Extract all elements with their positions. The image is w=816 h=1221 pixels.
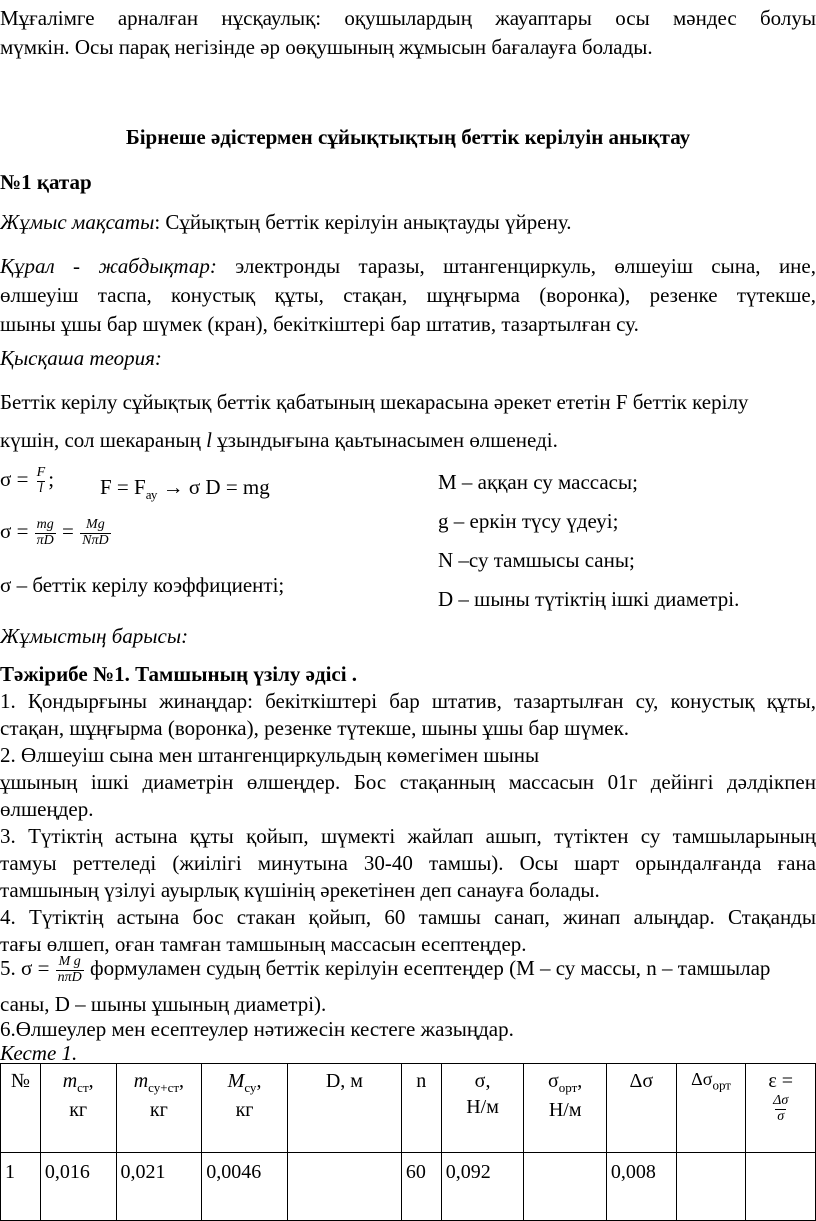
results-table	[0, 1063, 816, 1221]
header-subscript: су+ст	[148, 1080, 180, 1095]
sigma-equals: 5. σ =	[0, 956, 50, 980]
equals-sign: =	[62, 519, 74, 543]
equipment-line-3: шыны ұшы бар шүмек (кран), бекіткіштері бар штатив, тазартылған су.	[0, 312, 639, 336]
cell-m-su-st: 0,021	[116, 1153, 202, 1221]
fraction-Mg-over-npiD	[56, 955, 84, 985]
header-symbol: Δσ	[691, 1069, 713, 1089]
step-3-line-1: 3. Түтіктің астына құты қойып, шүмекті жайлап ашып, түтіктен су тамшыларының	[0, 824, 816, 848]
legend-item-mass: M – аққан су массасы;	[438, 470, 638, 494]
header-unit: Н/м	[466, 1096, 499, 1118]
sigma-definition: σ – беттік керілу коэффициенті;	[0, 573, 285, 597]
header-sigma-avg: $\sigma_{орт}$, Н/м	[524, 1064, 607, 1153]
header-delta-sigma	[606, 1064, 676, 1153]
header-subscript: ст	[77, 1080, 89, 1095]
fraction-numerator: mg	[36, 517, 54, 532]
step-2-line-2: ұшының ішкі диаметрін өлшеңдер. Бос стақанның массасын 01г дейінгі дәлдікпен	[0, 770, 816, 794]
header-sigma	[441, 1064, 524, 1153]
theory-text-2a: күшін, сол шекараның	[0, 428, 207, 452]
cell-number: 1	[1, 1153, 41, 1221]
step-2-line-3: өлшеңдер.	[0, 797, 94, 821]
fraction-epsilon	[771, 1094, 790, 1124]
experiment-title: Тәжірибе №1. Тамшының үзілу әдісі .	[0, 662, 358, 686]
semicolon: ;	[48, 467, 55, 491]
cell-epsilon	[746, 1153, 816, 1221]
progress-label: Жұмыстың барысы:	[0, 624, 189, 648]
equipment-label: Құрал - жабдықтар:	[0, 254, 217, 278]
step-4-line-1: 4. Түтіктің астына бос стакан қойып, 60 тамшы санап, жинап алыңдар. Стақанды	[0, 905, 816, 929]
instruction-line-2: мүмкін. Осы парақ негізінде әр оөқушының жұмысын бағалауға болады.	[0, 35, 653, 59]
step-5-text: формуламен судың беттік керілуін есептеңдер (М – су массы, n – тамшылар	[84, 956, 771, 980]
header-symbol: m	[62, 1070, 78, 1092]
step-1-line-2: стақан, шұңғырма (воронка), резенке түтекше, шыны ұшы бар шүмек.	[0, 716, 630, 740]
header-text: ε =	[768, 1070, 794, 1092]
legend-item-g: g – еркін түсу үдеуі;	[438, 509, 619, 533]
fraction-denominator: σ	[777, 1108, 785, 1124]
legend-item-d: D – шыны түтіктің ішкі диаметрі.	[438, 587, 740, 611]
fraction-denominator: NπD	[82, 532, 109, 548]
header-subscript: су	[244, 1080, 257, 1095]
header-unit: кг	[149, 1098, 168, 1121]
header-epsilon	[746, 1064, 816, 1153]
step-3-line-3: тамшының үзілуі ауырлық күшінің әрекетінен деп санауға болады.	[0, 878, 600, 902]
header-symbol: m	[133, 1070, 149, 1092]
theory-text-2b: ұзындығына қаьтынасымен өлшенеді.	[211, 428, 558, 452]
formula-sigma-mg	[0, 518, 112, 548]
header-M-su: $M_{су}$, кг	[202, 1064, 288, 1153]
instruction-line-1: Мұғалімге арналған нұсқаулық: оқушылардың жауаптары осы мәндес болуы	[0, 6, 816, 30]
cell-delta-sigma-avg	[676, 1153, 746, 1221]
theory-line-1: Беттік керілу сұйықтық беттік қабатының шекарасына әрекет ететін F беттік керілу	[0, 390, 749, 414]
cell-sigma-avg	[524, 1153, 607, 1221]
header-m-su-st: $m_{су+ст}$, кг	[116, 1064, 202, 1153]
fraction-numerator: M g	[58, 954, 81, 969]
sigma-equals: σ =	[0, 467, 29, 491]
equipment-line-2: өлшеуіш таспа, конустық құты, стақан, шұңғырма (воронка), резенке түтекше,	[0, 283, 816, 307]
cell-M-su: 0,0046	[202, 1153, 288, 1221]
header-n	[401, 1064, 441, 1153]
header-text: Δσ	[629, 1070, 654, 1092]
cell-delta-sigma: 0,008	[606, 1153, 676, 1221]
fraction-numerator: F	[36, 465, 46, 480]
header-m-st: $m_{ст}$, кг	[40, 1064, 116, 1153]
force-subscript: ау	[145, 487, 158, 503]
cell-m-st: 0,016	[40, 1153, 116, 1221]
fraction-Mg-over-NpiD	[80, 518, 110, 548]
header-unit: кг	[235, 1098, 254, 1121]
step-1-line-1: 1. Қондырғыны жинаңдар: бекіткіштері бар штатив, тазартылған су, конустық құты,	[0, 689, 816, 713]
force-text: F = F	[100, 475, 146, 499]
cell-n: 60	[401, 1153, 441, 1221]
goal-line	[0, 210, 571, 235]
table-caption: Кесте 1.	[0, 1041, 78, 1065]
fraction-denominator: l	[39, 480, 43, 496]
fraction-numerator: Δσ	[773, 1093, 789, 1108]
fraction-mg-over-pid	[35, 518, 56, 548]
goal-text: : Сұйықтың беттік керілуін анықтауды үйрену.	[154, 210, 572, 234]
fraction-numerator: Mg	[86, 517, 105, 532]
sigma-equals: σ =	[0, 519, 29, 543]
fraction-denominator: nπD	[57, 969, 82, 985]
formula-force-relation	[100, 475, 270, 503]
table-row	[1, 1153, 816, 1221]
cell-sigma: 0,092	[441, 1153, 524, 1221]
legend-item-n: N –су тамшысы саны;	[438, 548, 635, 572]
header-text: D, м	[325, 1070, 363, 1092]
header-unit: кг	[69, 1098, 88, 1121]
header-diameter	[287, 1064, 401, 1153]
header-number	[1, 1064, 41, 1153]
equipment-line-1	[0, 254, 816, 279]
header-subscript: орт	[712, 1077, 731, 1093]
page-title: Бірнеше әдістермен сұйықтықтың беттік керілуін анықтау	[125, 125, 691, 149]
header-subscript: орт	[558, 1080, 578, 1095]
formula-sigma-f-over-l	[0, 466, 54, 496]
step-5-line-1	[0, 955, 770, 985]
header-symbol: M	[227, 1070, 245, 1092]
header-text: №	[10, 1070, 30, 1092]
cell-diameter	[287, 1153, 401, 1221]
goal-label: Жұмыс мақсаты	[0, 210, 155, 234]
header-unit: Н/м	[548, 1098, 582, 1121]
theory-length-symbol: l	[206, 428, 212, 452]
table-header-row	[1, 1064, 816, 1153]
theory-label: Қысқаша теория:	[0, 346, 162, 370]
theory-line-2	[0, 428, 558, 453]
step-6: 6.Өлшеулер мен есептеулер нәтижесін кестеге жазыңдар.	[0, 1017, 514, 1041]
header-symbol: σ	[547, 1070, 559, 1092]
series-label: №1 қатар	[0, 170, 92, 194]
header-delta-sigma-avg	[676, 1064, 746, 1153]
force-rest: → σ D = mg	[157, 475, 270, 499]
fraction-f-over-l	[35, 466, 48, 496]
step-2-line-1: 2. Өлшеуіш сына мен штангенциркульдың көмегімен шыны	[0, 743, 540, 767]
equipment-text-1: электронды таразы, штангенциркуль, өлшеуіш сына, ине,	[216, 254, 816, 278]
step-5-line-2: саны, D – шыны ұшының диаметрі).	[0, 992, 327, 1016]
header-text: n	[416, 1070, 427, 1092]
fraction-denominator: πD	[36, 532, 54, 548]
step-3-line-2: тамуы реттеледі (жиілігі минутына 30-40 тамшы). Осы шарт орындалғанда ғана	[0, 851, 816, 875]
header-text: σ,	[474, 1070, 491, 1092]
step-4-line-2: тағы өлшеп, оған тамған тамшының массасын есептеңдер.	[0, 932, 527, 956]
